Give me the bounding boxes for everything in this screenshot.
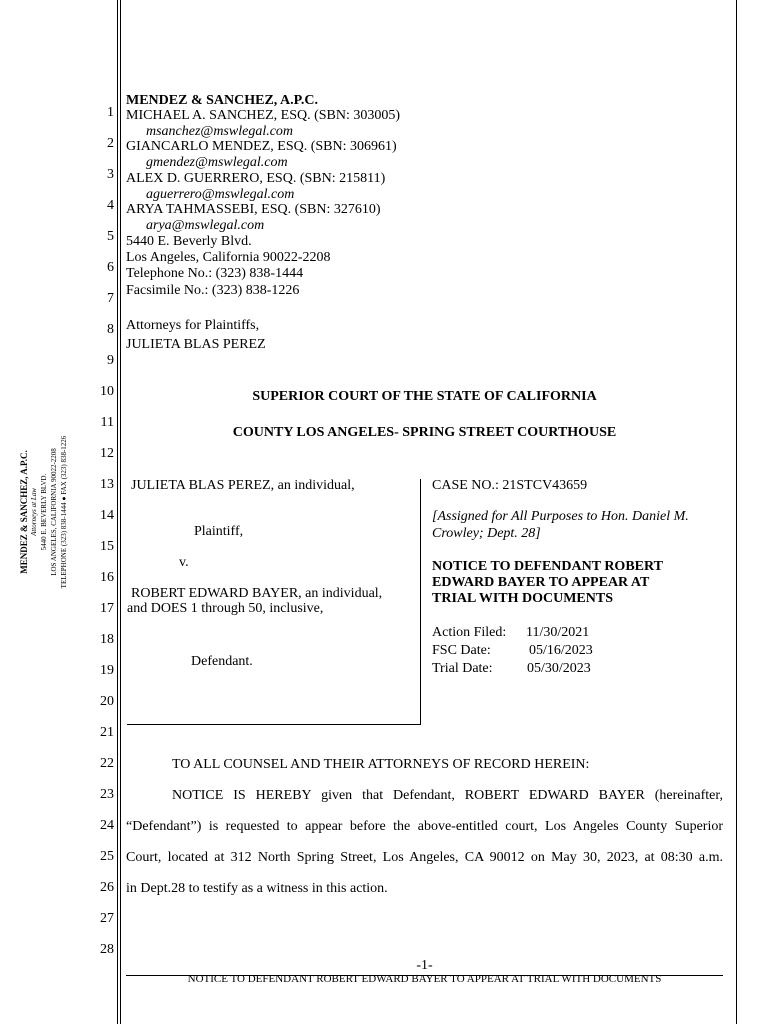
caption-defendant-line-2: and DOES 1 through 50, inclusive, (127, 601, 324, 616)
assigned-line-2: Crowley; Dept. 28] (432, 526, 541, 541)
sidebar-street: 5440 E. BEVERLY BLVD. (40, 473, 48, 551)
salutation: TO ALL COUNSEL AND THEIR ATTORNEYS OF RECORD HEREIN: (172, 757, 590, 772)
line-number: 21 (100, 725, 114, 740)
document-title-line-1: NOTICE TO DEFENDANT ROBERT (432, 559, 663, 574)
firm-name: MENDEZ & SANCHEZ, A.P.C. (126, 93, 319, 108)
line-number: 15 (100, 539, 114, 554)
line-number: 8 (107, 322, 114, 337)
line-number: 10 (100, 384, 114, 399)
page-number: -1- (416, 958, 433, 973)
document-title-line-2: EDWARD BAYER TO APPEAR AT (432, 575, 650, 590)
body-line-1: NOTICE IS HEREBY given that Defendant, ROBERT EDWARD BAYER (hereinafter, (172, 788, 723, 803)
court-county: COUNTY LOS ANGELES- SPRING STREET COURTHOUSE (232, 425, 617, 440)
line-number: 17 (100, 601, 114, 616)
client-name: JULIETA BLAS PEREZ (126, 337, 266, 352)
facsimile: Facsimile No.: (323) 838-1226 (126, 283, 300, 298)
line-number: 7 (107, 291, 114, 306)
line-number: 23 (100, 787, 114, 802)
sidebar-subtitle: Attorneys at Law (30, 488, 38, 536)
body-line-4: in Dept.28 to testify as a witness in this action. (126, 881, 388, 896)
body-line-2: “Defendant”) is requested to appear before the above-entitled court, Los Angeles County Superior (126, 819, 723, 834)
caption-versus: v. (179, 555, 189, 570)
line-number: 18 (100, 632, 114, 647)
attorney-1-email: msanchez@mswlegal.com (146, 124, 294, 139)
case-number: CASE NO.: 21STCV43659 (432, 478, 588, 493)
address-line-2: Los Angeles, California 90022-2208 (126, 250, 331, 265)
fsc-date-label: FSC Date: (432, 643, 491, 658)
line-number: 4 (107, 198, 114, 213)
attorney-3: ALEX D. GUERRERO, ESQ. (SBN: 215811) (126, 171, 386, 186)
court-name: SUPERIOR COURT OF THE STATE OF CALIFORNIA (252, 389, 597, 404)
margin-rule-left-outer (117, 0, 118, 1024)
line-number: 22 (100, 756, 114, 771)
margin-rule-left-inner (120, 0, 121, 1024)
line-number: 28 (100, 942, 114, 957)
caption-defendant-line-1: ROBERT EDWARD BAYER, an individual, (131, 586, 383, 601)
sidebar-phone: TELEPHONE (323) 838-1444 ● FAX (323) 838-1226 (60, 435, 68, 589)
address-line-1: 5440 E. Beverly Blvd. (126, 234, 252, 249)
telephone: Telephone No.: (323) 838-1444 (126, 266, 304, 281)
sidebar-firm-name: MENDEZ & SANCHEZ, A.P.C. (19, 450, 29, 574)
trial-date-label: Trial Date: (432, 661, 493, 676)
attorneys-for: Attorneys for Plaintiffs, (126, 318, 260, 333)
line-number: 27 (100, 911, 114, 926)
line-number: 11 (100, 415, 114, 430)
caption-divider-horizontal (127, 724, 421, 725)
line-number: 5 (107, 229, 114, 244)
line-number: 2 (107, 136, 114, 151)
line-number: 24 (100, 818, 114, 833)
line-number: 6 (107, 260, 114, 275)
attorney-1: MICHAEL A. SANCHEZ, ESQ. (SBN: 303005) (126, 108, 401, 123)
line-number: 14 (100, 508, 114, 523)
line-number: 13 (100, 477, 114, 492)
action-filed-value: 11/30/2021 (526, 625, 590, 640)
line-number: 12 (100, 446, 114, 461)
margin-rule-right (736, 0, 737, 1024)
attorney-2: GIANCARLO MENDEZ, ESQ. (SBN: 306961) (126, 139, 397, 154)
assigned-line-1: [Assigned for All Purposes to Hon. Daniel M. (432, 509, 689, 524)
line-number: 26 (100, 880, 114, 895)
fsc-date-value: 05/16/2023 (529, 643, 593, 658)
trial-date-value: 05/30/2023 (527, 661, 591, 676)
attorney-2-email: gmendez@mswlegal.com (146, 155, 288, 170)
line-number: 1 (107, 105, 114, 120)
line-number: 19 (100, 663, 114, 678)
line-number: 3 (107, 167, 114, 182)
attorney-4: ARYA TAHMASSEBI, ESQ. (SBN: 327610) (126, 202, 381, 217)
document-title-line-3: TRIAL WITH DOCUMENTS (432, 591, 614, 606)
line-number: 9 (107, 353, 114, 368)
attorney-3-email: aguerrero@mswlegal.com (146, 187, 295, 202)
line-number: 25 (100, 849, 114, 864)
body-line-3: Court, located at 312 North Spring Street, Los Angeles, CA 90012 on May 30, 2023, at 08:30 a.m. (126, 850, 723, 865)
line-number: 20 (100, 694, 114, 709)
caption-plaintiff: JULIETA BLAS PEREZ, an individual, (131, 478, 355, 493)
sidebar-city: LOS ANGELES, CALIFORNIA 90022-2208 (50, 448, 58, 576)
caption-plaintiff-label: Plaintiff, (194, 524, 244, 539)
attorney-4-email: arya@mswlegal.com (146, 218, 265, 233)
action-filed-label: Action Filed: (432, 625, 507, 640)
footer-title: NOTICE TO DEFENDANT ROBERT EDWARD BAYER TO APPEAR AT TRIAL WITH DOCUMENTS (187, 973, 662, 985)
caption-divider-vertical (420, 479, 421, 725)
line-number: 16 (100, 570, 114, 585)
caption-defendant-label: Defendant. (191, 654, 253, 669)
